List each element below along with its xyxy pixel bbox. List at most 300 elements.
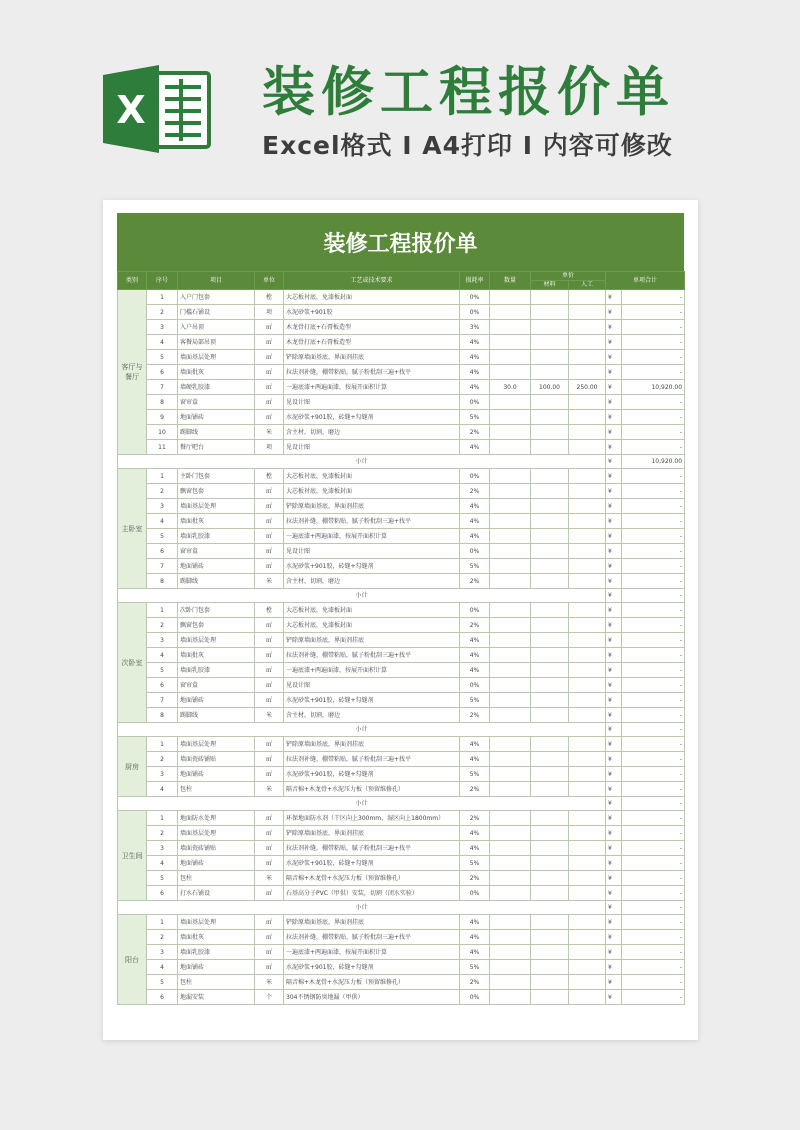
col-category: 类别 — [118, 272, 147, 290]
loss-cell: 5% — [460, 960, 490, 975]
total-cell: - — [622, 975, 685, 990]
hero-title: 装修工程报价单 — [262, 62, 675, 123]
qty-cell — [490, 737, 531, 752]
qty-cell — [490, 678, 531, 693]
item-cell: 窗帘盒 — [178, 678, 255, 693]
currency-cell: ¥ — [606, 603, 622, 618]
currency-cell: ¥ — [606, 618, 622, 633]
labor-cell — [569, 693, 606, 708]
material-cell — [531, 290, 569, 305]
unit-cell: 米 — [255, 574, 284, 589]
craft-cell: 大芯板衬底，免漆板封面 — [284, 290, 460, 305]
table-row — [118, 469, 685, 484]
material-cell — [531, 737, 569, 752]
seq-cell: 7 — [147, 559, 178, 574]
material-cell — [531, 499, 569, 514]
craft-cell: 含主材，切割，磨边 — [284, 574, 460, 589]
unit-cell: ㎡ — [255, 350, 284, 365]
unit-cell: ㎡ — [255, 484, 284, 499]
total-cell: - — [622, 395, 685, 410]
subtotal-label: 小计 — [118, 589, 606, 603]
loss-cell: 0% — [460, 290, 490, 305]
table-row — [118, 648, 685, 663]
material-cell — [531, 871, 569, 886]
labor-cell — [569, 305, 606, 320]
table-row — [118, 365, 685, 380]
seq-cell: 8 — [147, 395, 178, 410]
seq-cell: 1 — [147, 915, 178, 930]
table-row — [118, 574, 685, 589]
table-row — [118, 529, 685, 544]
loss-cell: 3% — [460, 320, 490, 335]
labor-cell — [569, 915, 606, 930]
total-cell: - — [622, 365, 685, 380]
table-row — [118, 737, 685, 752]
seq-cell: 5 — [147, 663, 178, 678]
unit-cell: ㎡ — [255, 529, 284, 544]
table-row — [118, 305, 685, 320]
unit-cell: ㎡ — [255, 395, 284, 410]
subtotal-row — [118, 797, 685, 811]
unit-cell: 樘 — [255, 469, 284, 484]
seq-cell: 11 — [147, 440, 178, 455]
unit-cell: ㎡ — [255, 915, 284, 930]
craft-cell: 304不锈钢防臭地漏（甲供） — [284, 990, 460, 1005]
material-cell — [531, 410, 569, 425]
loss-cell: 2% — [460, 811, 490, 826]
loss-cell: 2% — [460, 975, 490, 990]
total-cell: - — [622, 886, 685, 901]
total-cell: - — [622, 752, 685, 767]
total-cell: - — [622, 915, 685, 930]
qty-cell — [490, 529, 531, 544]
craft-cell: 大芯板衬底，免漆板封面 — [284, 469, 460, 484]
craft-cell: 一遍底漆+两遍面漆，按展开面积计算 — [284, 945, 460, 960]
subtotal-row — [118, 589, 685, 603]
seq-cell: 7 — [147, 693, 178, 708]
material-cell — [531, 648, 569, 663]
craft-cell: 拉法剂补缝，棚带粘贴，腻子粉批刮三遍+找平 — [284, 930, 460, 945]
unit-cell: 个 — [255, 990, 284, 1005]
loss-cell: 5% — [460, 559, 490, 574]
seq-cell: 6 — [147, 990, 178, 1005]
craft-cell: 隔音棉+木龙骨+水泥压力板（预留维修孔） — [284, 975, 460, 990]
loss-cell: 2% — [460, 871, 490, 886]
seq-cell: 6 — [147, 365, 178, 380]
labor-cell — [569, 499, 606, 514]
labor-cell — [569, 811, 606, 826]
currency-cell: ¥ — [606, 945, 622, 960]
craft-cell: 大芯板衬底，免漆板封面 — [284, 618, 460, 633]
total-cell: - — [622, 469, 685, 484]
labor-cell — [569, 856, 606, 871]
table-row — [118, 841, 685, 856]
craft-cell: 见设计图 — [284, 440, 460, 455]
craft-cell: 铲除原墙面基底，界面剂挂底 — [284, 915, 460, 930]
table-row — [118, 335, 685, 350]
currency-cell: ¥ — [606, 514, 622, 529]
col-qty: 数量 — [490, 272, 531, 290]
item-cell: 飘窗包套 — [178, 484, 255, 499]
currency-cell: ¥ — [606, 767, 622, 782]
loss-cell: 5% — [460, 410, 490, 425]
qty-cell — [490, 320, 531, 335]
seq-cell: 10 — [147, 425, 178, 440]
item-cell: 包柱 — [178, 782, 255, 797]
unit-cell: ㎡ — [255, 335, 284, 350]
loss-cell: 4% — [460, 648, 490, 663]
seq-cell: 6 — [147, 678, 178, 693]
total-cell: - — [622, 425, 685, 440]
unit-cell: 米 — [255, 975, 284, 990]
unit-cell: ㎡ — [255, 826, 284, 841]
craft-cell: 拉法剂补缝，棚带粘贴，腻子粉批刮三遍+找平 — [284, 752, 460, 767]
svg-text:X: X — [116, 88, 146, 132]
total-cell: - — [622, 514, 685, 529]
material-cell — [531, 514, 569, 529]
total-cell: - — [622, 544, 685, 559]
currency-cell: ¥ — [606, 455, 622, 469]
subtotal-row — [118, 723, 685, 737]
material-cell — [531, 663, 569, 678]
total-cell: - — [622, 960, 685, 975]
material-cell — [531, 841, 569, 856]
unit-cell: ㎡ — [255, 960, 284, 975]
unit-cell: 项 — [255, 440, 284, 455]
unit-cell: ㎡ — [255, 945, 284, 960]
table-row — [118, 544, 685, 559]
currency-cell: ¥ — [606, 841, 622, 856]
qty-cell — [490, 514, 531, 529]
seq-cell: 4 — [147, 856, 178, 871]
seq-cell: 2 — [147, 305, 178, 320]
seq-cell: 8 — [147, 574, 178, 589]
material-cell — [531, 395, 569, 410]
labor-cell — [569, 782, 606, 797]
currency-cell: ¥ — [606, 975, 622, 990]
currency-cell: ¥ — [606, 425, 622, 440]
table-row — [118, 930, 685, 945]
qty-cell — [490, 648, 531, 663]
excel-logo-icon — [103, 63, 215, 155]
loss-cell: 0% — [460, 990, 490, 1005]
qty-cell — [490, 395, 531, 410]
material-cell — [531, 811, 569, 826]
labor-cell: 250.00 — [569, 380, 606, 395]
labor-cell — [569, 960, 606, 975]
craft-cell: 拉法剂补缝，棚带粘贴，腻子粉批刮三遍+找平 — [284, 841, 460, 856]
qty-cell — [490, 693, 531, 708]
total-cell: - — [622, 678, 685, 693]
currency-cell: ¥ — [606, 856, 622, 871]
loss-cell: 0% — [460, 305, 490, 320]
seq-cell: 7 — [147, 380, 178, 395]
table-row — [118, 960, 685, 975]
table-row — [118, 514, 685, 529]
currency-cell: ¥ — [606, 901, 622, 915]
currency-cell: ¥ — [606, 871, 622, 886]
craft-cell: 铲除原墙面基底，界面剂挂底 — [284, 826, 460, 841]
table-row — [118, 425, 685, 440]
labor-cell — [569, 826, 606, 841]
col-craft: 工艺或技术要求 — [284, 272, 460, 290]
table-row — [118, 990, 685, 1005]
subtotal-label: 小计 — [118, 723, 606, 737]
currency-cell: ¥ — [606, 737, 622, 752]
qty-cell — [490, 559, 531, 574]
qty-cell — [490, 752, 531, 767]
material-cell — [531, 678, 569, 693]
seq-cell: 3 — [147, 320, 178, 335]
item-cell: 墙面瓷砖铺贴 — [178, 841, 255, 856]
material-cell — [531, 856, 569, 871]
seq-cell: 1 — [147, 469, 178, 484]
currency-cell: ¥ — [606, 633, 622, 648]
qty-cell — [490, 618, 531, 633]
unit-cell: ㎡ — [255, 886, 284, 901]
qty-cell — [490, 886, 531, 901]
craft-cell: 见设计图 — [284, 544, 460, 559]
item-cell: 地面铺砖 — [178, 767, 255, 782]
currency-cell: ¥ — [606, 782, 622, 797]
labor-cell — [569, 648, 606, 663]
material-cell — [531, 425, 569, 440]
craft-cell: 环保地面防水剂（干区向上300mm，湿区向上1800mm） — [284, 811, 460, 826]
item-cell: 入户吊顶 — [178, 320, 255, 335]
subtotal-value: - — [622, 723, 685, 737]
item-cell: 墙面基层处理 — [178, 499, 255, 514]
qty-cell — [490, 663, 531, 678]
quote-table — [117, 271, 685, 1005]
table-row — [118, 945, 685, 960]
total-cell: - — [622, 350, 685, 365]
currency-cell: ¥ — [606, 484, 622, 499]
total-cell: - — [622, 708, 685, 723]
craft-cell: 一遍底漆+两遍面漆，按展开面积计算 — [284, 529, 460, 544]
currency-cell: ¥ — [606, 529, 622, 544]
labor-cell — [569, 395, 606, 410]
currency-cell: ¥ — [606, 708, 622, 723]
unit-cell: ㎡ — [255, 930, 284, 945]
total-cell: - — [622, 767, 685, 782]
labor-cell — [569, 290, 606, 305]
loss-cell: 4% — [460, 440, 490, 455]
loss-cell: 0% — [460, 469, 490, 484]
currency-cell: ¥ — [606, 320, 622, 335]
item-cell: 窗帘盒 — [178, 544, 255, 559]
labor-cell — [569, 529, 606, 544]
labor-cell — [569, 603, 606, 618]
currency-cell: ¥ — [606, 915, 622, 930]
unit-cell: ㎡ — [255, 737, 284, 752]
col-loss: 损耗率 — [460, 272, 490, 290]
table-row — [118, 975, 685, 990]
subtotal-row — [118, 901, 685, 915]
loss-cell: 0% — [460, 886, 490, 901]
material-cell — [531, 529, 569, 544]
table-row — [118, 767, 685, 782]
table-row — [118, 708, 685, 723]
material-cell — [531, 603, 569, 618]
item-cell: 门槛石铺设 — [178, 305, 255, 320]
material-cell — [531, 350, 569, 365]
qty-cell — [490, 945, 531, 960]
currency-cell: ¥ — [606, 930, 622, 945]
seq-cell: 1 — [147, 603, 178, 618]
seq-cell: 5 — [147, 975, 178, 990]
unit-cell: ㎡ — [255, 752, 284, 767]
total-cell: - — [622, 841, 685, 856]
col-item: 项目 — [178, 272, 255, 290]
subtotal-label: 小计 — [118, 901, 606, 915]
loss-cell: 4% — [460, 826, 490, 841]
unit-cell: 项 — [255, 305, 284, 320]
item-cell: 打水石铺设 — [178, 886, 255, 901]
seq-cell: 4 — [147, 960, 178, 975]
table-row — [118, 633, 685, 648]
labor-cell — [569, 678, 606, 693]
loss-cell: 4% — [460, 350, 490, 365]
item-cell: 墙硬乳胶漆 — [178, 380, 255, 395]
loss-cell: 2% — [460, 618, 490, 633]
labor-cell — [569, 618, 606, 633]
seq-cell: 4 — [147, 648, 178, 663]
currency-cell: ¥ — [606, 469, 622, 484]
seq-cell: 2 — [147, 484, 178, 499]
material-cell — [531, 826, 569, 841]
unit-cell: ㎡ — [255, 559, 284, 574]
total-cell: - — [622, 633, 685, 648]
loss-cell: 4% — [460, 915, 490, 930]
table-row — [118, 395, 685, 410]
item-cell: 次卧门包套 — [178, 603, 255, 618]
item-cell: 墙面基层处理 — [178, 915, 255, 930]
table-row — [118, 410, 685, 425]
seq-cell: 6 — [147, 544, 178, 559]
loss-cell: 4% — [460, 737, 490, 752]
total-cell: - — [622, 440, 685, 455]
item-cell: 墙面基层处理 — [178, 633, 255, 648]
item-cell: 墙面瓷砖铺贴 — [178, 752, 255, 767]
currency-cell: ¥ — [606, 574, 622, 589]
loss-cell: 4% — [460, 514, 490, 529]
qty-cell — [490, 544, 531, 559]
item-cell: 踢脚线 — [178, 708, 255, 723]
currency-cell: ¥ — [606, 648, 622, 663]
craft-cell: 水泥砂浆+901胶，砖缝+勾缝剂 — [284, 559, 460, 574]
loss-cell: 4% — [460, 380, 490, 395]
qty-cell — [490, 305, 531, 320]
currency-cell: ¥ — [606, 960, 622, 975]
category-cell: 客厅与餐厅 — [118, 290, 147, 455]
labor-cell — [569, 930, 606, 945]
table-row — [118, 915, 685, 930]
seq-cell: 9 — [147, 410, 178, 425]
craft-cell: 铲除原墙面基底，界面剂挂底 — [284, 350, 460, 365]
qty-cell — [490, 811, 531, 826]
item-cell: 地面铺砖 — [178, 693, 255, 708]
total-cell: - — [622, 529, 685, 544]
labor-cell — [569, 752, 606, 767]
unit-cell: ㎡ — [255, 663, 284, 678]
currency-cell: ¥ — [606, 811, 622, 826]
craft-cell: 拉法剂补缝，棚带粘贴，腻子粉批刮三遍+找平 — [284, 365, 460, 380]
col-labor: 人工 — [569, 281, 606, 290]
material-cell — [531, 782, 569, 797]
labor-cell — [569, 990, 606, 1005]
material-cell — [531, 484, 569, 499]
loss-cell: 2% — [460, 425, 490, 440]
qty-cell — [490, 826, 531, 841]
category-cell: 主卧室 — [118, 469, 147, 589]
material-cell — [531, 990, 569, 1005]
total-cell: - — [622, 856, 685, 871]
labor-cell — [569, 663, 606, 678]
table-row — [118, 663, 685, 678]
material-cell — [531, 752, 569, 767]
total-cell: 10,920.00 — [622, 380, 685, 395]
craft-cell: 水泥砂浆+901胶，砖缝+勾缝剂 — [284, 410, 460, 425]
labor-cell — [569, 410, 606, 425]
unit-cell: ㎡ — [255, 365, 284, 380]
table-row — [118, 290, 685, 305]
material-cell — [531, 693, 569, 708]
craft-cell: 铲除原墙面基底，界面剂挂底 — [284, 633, 460, 648]
item-cell: 墙面基层处理 — [178, 350, 255, 365]
unit-cell: ㎡ — [255, 380, 284, 395]
currency-cell: ¥ — [606, 380, 622, 395]
table-row — [118, 603, 685, 618]
loss-cell: 4% — [460, 930, 490, 945]
seq-cell: 4 — [147, 335, 178, 350]
item-cell: 地面铺砖 — [178, 410, 255, 425]
subtotal-value: 10,920.00 — [622, 455, 685, 469]
unit-cell: ㎡ — [255, 841, 284, 856]
seq-cell: 3 — [147, 767, 178, 782]
labor-cell — [569, 945, 606, 960]
item-cell: 包柱 — [178, 975, 255, 990]
total-cell: - — [622, 410, 685, 425]
craft-cell: 木龙骨打底+石膏板造型 — [284, 320, 460, 335]
craft-cell: 拉法剂补缝，棚带粘贴，腻子粉批刮三遍+找平 — [284, 514, 460, 529]
total-cell: - — [622, 826, 685, 841]
seq-cell: 3 — [147, 945, 178, 960]
quote-sheet — [103, 200, 698, 1040]
unit-cell: ㎡ — [255, 499, 284, 514]
labor-cell — [569, 841, 606, 856]
col-price: 单价 — [531, 272, 606, 281]
currency-cell: ¥ — [606, 826, 622, 841]
table-row — [118, 618, 685, 633]
item-cell: 墙面乳胶漆 — [178, 945, 255, 960]
loss-cell: 4% — [460, 529, 490, 544]
seq-cell: 6 — [147, 886, 178, 901]
labor-cell — [569, 320, 606, 335]
qty-cell — [490, 975, 531, 990]
labor-cell — [569, 975, 606, 990]
loss-cell: 4% — [460, 663, 490, 678]
table-row — [118, 782, 685, 797]
craft-cell: 木龙骨打底+石膏板造型 — [284, 335, 460, 350]
material-cell — [531, 574, 569, 589]
craft-cell: 含主材，切割，磨边 — [284, 425, 460, 440]
table-row — [118, 320, 685, 335]
item-cell: 墙面基层处理 — [178, 826, 255, 841]
unit-cell: ㎡ — [255, 811, 284, 826]
quote-table-container — [117, 213, 684, 1027]
loss-cell: 2% — [460, 782, 490, 797]
unit-cell: ㎡ — [255, 618, 284, 633]
